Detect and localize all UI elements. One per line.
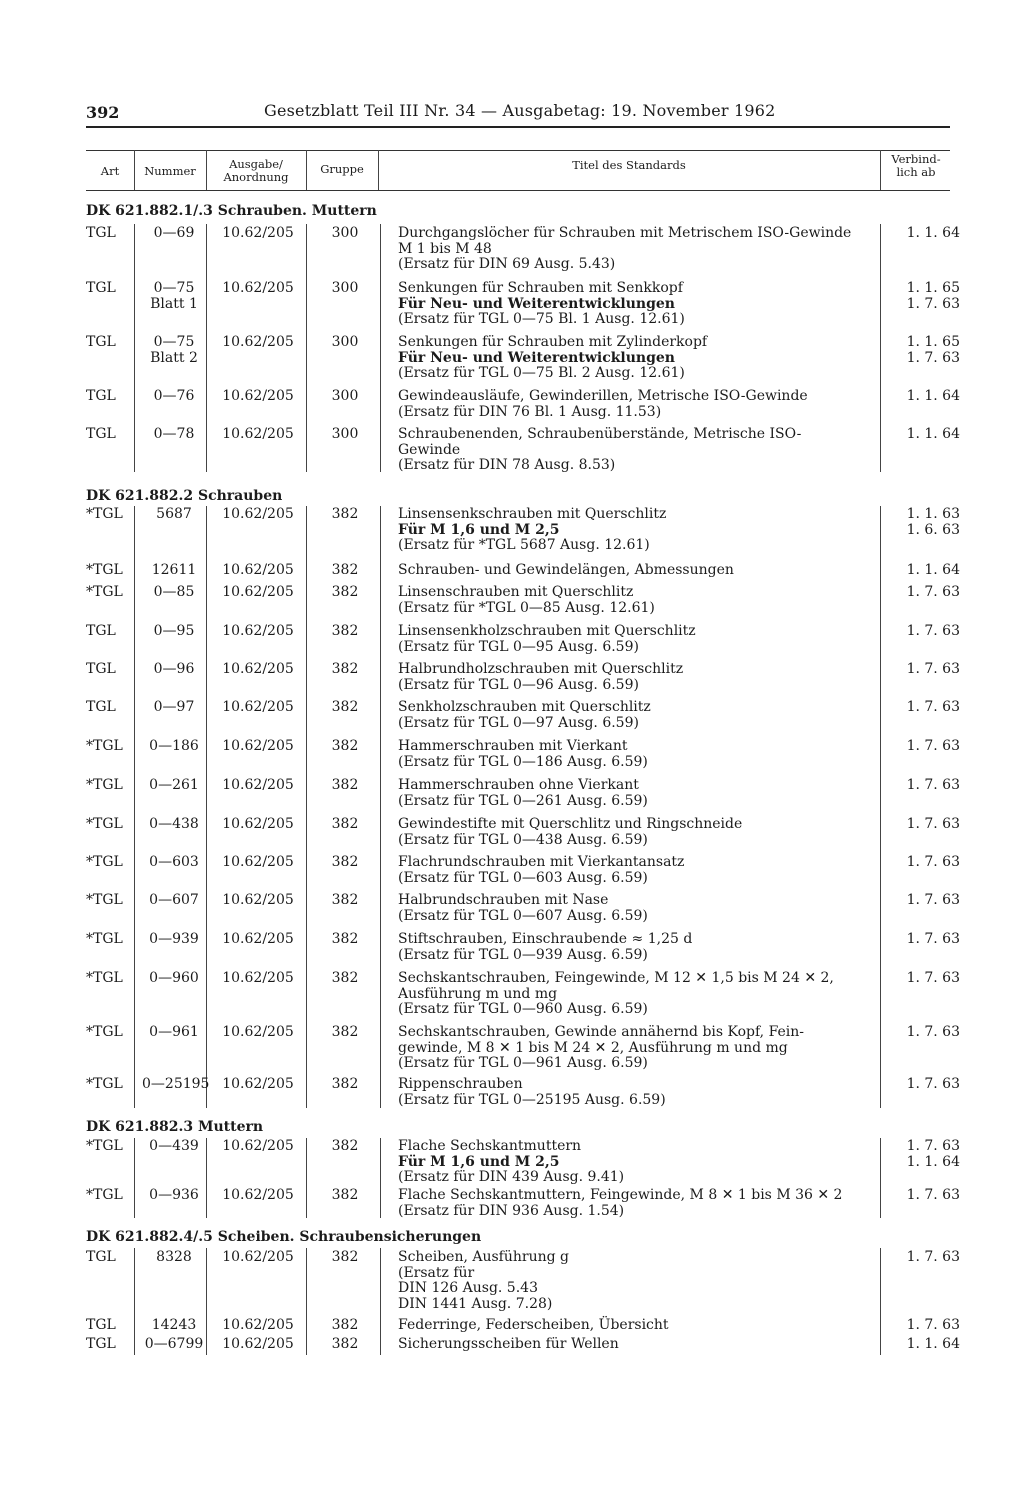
cell-verbindlich-ab: 1. 1. 64 bbox=[906, 426, 960, 442]
cell-titel-line: (Ersatz für bbox=[398, 1264, 475, 1281]
cell-gruppe: 300 bbox=[331, 225, 359, 241]
cell-nummer: Blatt 1 bbox=[150, 295, 198, 312]
column-divider bbox=[206, 224, 207, 472]
cell-titel-line: Federringe, Federscheiben, Übersicht bbox=[398, 1317, 669, 1333]
cell-art: TGL bbox=[86, 334, 116, 350]
cell-art: TGL bbox=[86, 1317, 116, 1333]
cell-ausgabe: 10.62/205 bbox=[222, 225, 294, 241]
cell-gruppe: 382 bbox=[331, 854, 359, 870]
cell-verbindlich-ab: 1. 7. 63 bbox=[906, 1076, 960, 1092]
cell-titel-line: M 1 bis M 48 bbox=[398, 240, 492, 257]
col-ausgabe bbox=[206, 158, 306, 184]
cell-art: *TGL bbox=[86, 777, 123, 793]
cell-art: TGL bbox=[86, 1336, 116, 1352]
cell-gruppe: 382 bbox=[331, 1076, 359, 1092]
cell-titel-line: (Ersatz für TGL 0—97 Ausg. 6.59) bbox=[398, 714, 639, 731]
cell-titel-line: (Ersatz für TGL 0—960 Ausg. 6.59) bbox=[398, 1001, 648, 1017]
cell-verbindlich-ab: 1. 7. 63 bbox=[906, 1249, 960, 1265]
cell-nummer: 0—261 bbox=[149, 777, 199, 793]
cell-gruppe: 382 bbox=[331, 623, 359, 639]
cell-titel-line: Durchgangslöcher für Schrauben mit Metrischem ISO-Gewinde bbox=[398, 225, 852, 241]
cell-titel-line: (Ersatz für TGL 0—939 Ausg. 6.59) bbox=[398, 946, 648, 963]
cell-gruppe: 382 bbox=[331, 1024, 359, 1040]
cell-titel-line: Gewindestifte mit Querschlitz und Ringschneide bbox=[398, 816, 743, 832]
column-divider bbox=[306, 1248, 307, 1355]
cell-art: *TGL bbox=[86, 1138, 123, 1154]
column-header-bottom-rule bbox=[86, 190, 950, 191]
cell-verbindlich-ab: 1. 1. 64 bbox=[906, 388, 960, 404]
cell-ausgabe: 10.62/205 bbox=[222, 854, 294, 870]
column-divider bbox=[380, 1138, 381, 1218]
cell-titel-line: Hammerschrauben ohne Vierkant bbox=[398, 777, 639, 793]
cell-nummer: 8328 bbox=[156, 1249, 192, 1265]
section-heading: DK 621.882.3 Muttern bbox=[86, 1119, 264, 1135]
cell-gruppe: 382 bbox=[331, 1187, 359, 1203]
cell-nummer: 0—76 bbox=[153, 388, 195, 404]
cell-titel-line: Scheiben, Ausführung g bbox=[398, 1249, 570, 1265]
cell-verbindlich-ab: 1. 1. 65 bbox=[906, 334, 960, 350]
cell-verbindlich-ab: 1. 7. 63 bbox=[906, 931, 960, 947]
cell-titel-line: (Ersatz für TGL 0—603 Ausg. 6.59) bbox=[398, 869, 648, 886]
column-divider bbox=[134, 1248, 135, 1355]
cell-gruppe: 382 bbox=[331, 506, 359, 522]
cell-titel-line: (Ersatz für DIN 69 Ausg. 5.43) bbox=[398, 256, 616, 272]
cell-nummer: 0—25195 bbox=[142, 1076, 210, 1092]
cell-titel-line: Linsenschrauben mit Querschlitz bbox=[398, 584, 634, 600]
cell-art: TGL bbox=[86, 225, 116, 241]
cell-ausgabe: 10.62/205 bbox=[222, 334, 294, 350]
cell-art: *TGL bbox=[86, 970, 123, 986]
header-rule bbox=[86, 126, 950, 128]
cell-verbindlich-ab: 1. 7. 63 bbox=[906, 584, 960, 600]
cell-titel-line: Sicherungsscheiben für Wellen bbox=[398, 1336, 619, 1352]
cell-gruppe: 382 bbox=[331, 584, 359, 600]
cell-titel-line: gewinde, M 8 ✕ 1 bis M 24 ✕ 2, Ausführung m und mg bbox=[398, 1039, 788, 1056]
cell-nummer: 0—936 bbox=[149, 1187, 199, 1203]
cell-titel-line: (Ersatz für DIN 439 Ausg. 9.41) bbox=[398, 1169, 625, 1185]
cell-nummer: 0—69 bbox=[153, 225, 195, 241]
col-verbindlich-line1: Verbind- bbox=[891, 152, 941, 166]
cell-nummer: 0—75 bbox=[153, 280, 195, 296]
cell-verbindlich-ab: 1. 7. 63 bbox=[906, 854, 960, 870]
col-titel: Titel des Standards bbox=[572, 158, 686, 172]
cell-nummer: 5687 bbox=[156, 506, 192, 522]
cell-verbindlich-ab: 1. 7. 63 bbox=[906, 661, 960, 677]
cell-nummer: 0—607 bbox=[149, 892, 199, 908]
cell-ausgabe: 10.62/205 bbox=[222, 970, 294, 986]
col-gruppe: Gruppe bbox=[320, 162, 364, 176]
cell-titel-line: Sechskantschrauben, Gewinde annähernd bis Kopf, Fein- bbox=[398, 1024, 805, 1040]
cell-gruppe: 382 bbox=[331, 699, 359, 715]
col-ausgabe-line2: Anordnung bbox=[223, 170, 289, 184]
cell-nummer: 14243 bbox=[151, 1317, 197, 1333]
cell-gruppe: 382 bbox=[331, 777, 359, 793]
cell-verbindlich-ab: 1. 1. 64 bbox=[906, 1153, 960, 1170]
cell-titel-line: (Ersatz für TGL 0—75 Bl. 2 Ausg. 12.61) bbox=[398, 365, 685, 381]
cell-ausgabe: 10.62/205 bbox=[222, 892, 294, 908]
cell-ausgabe: 10.62/205 bbox=[222, 661, 294, 677]
column-divider bbox=[306, 224, 307, 472]
cell-gruppe: 382 bbox=[331, 931, 359, 947]
cell-titel-line: Rippenschrauben bbox=[398, 1076, 523, 1092]
cell-titel-line: (Ersatz für TGL 0—961 Ausg. 6.59) bbox=[398, 1055, 648, 1071]
cell-art: *TGL bbox=[86, 854, 123, 870]
cell-art: *TGL bbox=[86, 816, 123, 832]
column-divider bbox=[380, 506, 381, 1108]
cell-titel-line: Linsensenkschrauben mit Querschlitz bbox=[398, 506, 667, 522]
cell-verbindlich-ab: 1. 7. 63 bbox=[906, 295, 960, 312]
cell-verbindlich-ab: 1. 7. 63 bbox=[906, 777, 960, 793]
cell-ausgabe: 10.62/205 bbox=[222, 1187, 294, 1203]
cell-nummer: 0—960 bbox=[149, 970, 199, 986]
cell-verbindlich-ab: 1. 7. 63 bbox=[906, 970, 960, 986]
cell-art: *TGL bbox=[86, 738, 123, 754]
cell-art: *TGL bbox=[86, 584, 123, 600]
cell-verbindlich-ab: 1. 1. 64 bbox=[906, 225, 960, 241]
cell-ausgabe: 10.62/205 bbox=[222, 388, 294, 404]
cell-titel-line: Für Neu- und Weiterentwicklungen bbox=[398, 295, 675, 312]
cell-titel-line: Für Neu- und Weiterentwicklungen bbox=[398, 349, 675, 366]
cell-verbindlich-ab: 1. 7. 63 bbox=[906, 816, 960, 832]
cell-titel-line: (Ersatz für DIN 936 Ausg. 1.54) bbox=[398, 1202, 625, 1219]
cell-ausgabe: 10.62/205 bbox=[222, 506, 294, 522]
col-nummer: Nummer bbox=[144, 164, 196, 178]
cell-titel-line: Senkholzschrauben mit Querschlitz bbox=[398, 699, 651, 715]
cell-titel-line: Gewindeausläufe, Gewinderillen, Metrische ISO-Gewinde bbox=[398, 388, 808, 404]
page-number: 392 bbox=[86, 103, 120, 122]
section-heading: DK 621.882.4/.5 Scheiben. Schraubensicherungen bbox=[86, 1229, 482, 1245]
cell-ausgabe: 10.62/205 bbox=[222, 1249, 294, 1265]
cell-ausgabe: 10.62/205 bbox=[222, 1076, 294, 1092]
cell-verbindlich-ab: 1. 1. 65 bbox=[906, 280, 960, 296]
cell-nummer: 0—97 bbox=[153, 699, 195, 715]
cell-ausgabe: 10.62/205 bbox=[222, 738, 294, 754]
cell-titel-line: Schrauben- und Gewindelängen, Abmessungen bbox=[398, 562, 734, 578]
cell-verbindlich-ab: 1. 7. 63 bbox=[906, 1317, 960, 1333]
cell-art: *TGL bbox=[86, 931, 123, 947]
cell-titel-line: Senkungen für Schrauben mit Zylinderkopf bbox=[398, 334, 708, 350]
cell-titel-line: DIN 126 Ausg. 5.43 bbox=[398, 1280, 538, 1296]
cell-ausgabe: 10.62/205 bbox=[222, 816, 294, 832]
cell-verbindlich-ab: 1. 7. 63 bbox=[906, 349, 960, 366]
cell-titel-line: (Ersatz für *TGL 5687 Ausg. 12.61) bbox=[398, 537, 650, 553]
col-ausgabe-line1: Ausgabe/ bbox=[229, 157, 283, 171]
cell-verbindlich-ab: 1. 1. 63 bbox=[906, 506, 960, 522]
column-divider bbox=[380, 1248, 381, 1355]
cell-gruppe: 382 bbox=[331, 1249, 359, 1265]
cell-ausgabe: 10.62/205 bbox=[222, 280, 294, 296]
cell-gruppe: 382 bbox=[331, 892, 359, 908]
cell-gruppe: 382 bbox=[331, 1317, 359, 1333]
cell-titel-line: Halbrundholzschrauben mit Querschlitz bbox=[398, 661, 684, 677]
cell-verbindlich-ab: 1. 7. 63 bbox=[906, 699, 960, 715]
cell-ausgabe: 10.62/205 bbox=[222, 1317, 294, 1333]
cell-nummer: 0—939 bbox=[149, 931, 199, 947]
cell-titel-line: (Ersatz für TGL 0—96 Ausg. 6.59) bbox=[398, 676, 639, 693]
column-divider bbox=[134, 224, 135, 472]
cell-gruppe: 300 bbox=[331, 334, 359, 350]
column-divider bbox=[206, 1248, 207, 1355]
cell-titel-line: (Ersatz für *TGL 0—85 Ausg. 12.61) bbox=[398, 599, 655, 616]
cell-art: TGL bbox=[86, 623, 116, 639]
column-divider bbox=[206, 506, 207, 1108]
cell-nummer: Blatt 2 bbox=[150, 349, 198, 366]
cell-ausgabe: 10.62/205 bbox=[222, 623, 294, 639]
cell-titel-line: Schraubenenden, Schraubenüberstände, Metrische ISO- bbox=[398, 426, 802, 442]
cell-titel-line: (Ersatz für TGL 0—75 Bl. 1 Ausg. 12.61) bbox=[398, 311, 685, 327]
col-verbindlich bbox=[880, 153, 952, 179]
cell-titel-line: Sechskantschrauben, Feingewinde, M 12 ✕ 1,5 bis M 24 ✕ 2, bbox=[398, 970, 834, 986]
column-divider bbox=[380, 224, 381, 472]
cell-art: *TGL bbox=[86, 892, 123, 908]
cell-titel-line: Gewinde bbox=[398, 441, 461, 458]
cell-nummer: 0—961 bbox=[149, 1024, 199, 1040]
cell-ausgabe: 10.62/205 bbox=[222, 584, 294, 600]
cell-gruppe: 382 bbox=[331, 661, 359, 677]
cell-ausgabe: 10.62/205 bbox=[222, 777, 294, 793]
cell-ausgabe: 10.62/205 bbox=[222, 562, 294, 578]
cell-titel-line: Flachrundschrauben mit Vierkantansatz bbox=[398, 854, 685, 870]
cell-titel-line: Hammerschrauben mit Vierkant bbox=[398, 738, 628, 754]
cell-verbindlich-ab: 1. 7. 63 bbox=[906, 1138, 960, 1154]
cell-art: *TGL bbox=[86, 1187, 123, 1203]
cell-titel-line: Senkungen für Schrauben mit Senkkopf bbox=[398, 280, 683, 296]
cell-nummer: 0—438 bbox=[149, 816, 199, 832]
section-heading: DK 621.882.1/.3 Schrauben. Muttern bbox=[86, 203, 377, 219]
cell-titel-line: Für M 1,6 und M 2,5 bbox=[398, 1153, 560, 1170]
cell-verbindlich-ab: 1. 7. 63 bbox=[906, 1187, 960, 1203]
cell-verbindlich-ab: 1. 7. 63 bbox=[906, 738, 960, 754]
cell-verbindlich-ab: 1. 6. 63 bbox=[906, 521, 960, 538]
cell-ausgabe: 10.62/205 bbox=[222, 1138, 294, 1154]
cell-nummer: 0—95 bbox=[153, 623, 195, 639]
col-verbindlich-line2: lich ab bbox=[896, 165, 936, 179]
cell-art: *TGL bbox=[86, 1024, 123, 1040]
column-divider bbox=[206, 1138, 207, 1218]
cell-nummer: 0—96 bbox=[153, 661, 195, 677]
cell-titel-line: Flache Sechskantmuttern, Feingewinde, M 8 ✕ 1 bis M 36 ✕ 2 bbox=[398, 1187, 843, 1203]
cell-titel-line: Flache Sechskantmuttern bbox=[398, 1138, 582, 1154]
column-divider bbox=[134, 506, 135, 1108]
cell-verbindlich-ab: 1. 1. 64 bbox=[906, 562, 960, 578]
cell-nummer: 0—78 bbox=[153, 426, 195, 442]
cell-titel-line: (Ersatz für DIN 78 Ausg. 8.53) bbox=[398, 457, 616, 473]
cell-titel-line: DIN 1441 Ausg. 7.28) bbox=[398, 1295, 553, 1312]
cell-titel-line: Ausführung m und mg bbox=[398, 985, 558, 1002]
cell-gruppe: 382 bbox=[331, 1336, 359, 1352]
cell-verbindlich-ab: 1. 7. 63 bbox=[906, 892, 960, 908]
cell-art: TGL bbox=[86, 280, 116, 296]
cell-gruppe: 382 bbox=[331, 816, 359, 832]
cell-nummer: 12611 bbox=[151, 562, 197, 578]
cell-gruppe: 382 bbox=[331, 562, 359, 578]
cell-gruppe: 382 bbox=[331, 970, 359, 986]
cell-art: *TGL bbox=[86, 506, 123, 522]
cell-titel-line: (Ersatz für TGL 0—25195 Ausg. 6.59) bbox=[398, 1091, 666, 1108]
cell-gruppe: 382 bbox=[331, 1138, 359, 1154]
cell-ausgabe: 10.62/205 bbox=[222, 1336, 294, 1352]
cell-titel-line: Halbrundschrauben mit Nase bbox=[398, 892, 609, 908]
section-heading: DK 621.882.2 Schrauben bbox=[86, 488, 283, 504]
cell-verbindlich-ab: 1. 1. 64 bbox=[906, 1336, 960, 1352]
cell-art: *TGL bbox=[86, 562, 123, 578]
cell-art: TGL bbox=[86, 661, 116, 677]
col-art: Art bbox=[100, 164, 120, 178]
cell-gruppe: 300 bbox=[331, 388, 359, 404]
cell-gruppe: 382 bbox=[331, 738, 359, 754]
cell-nummer: 0—75 bbox=[153, 334, 195, 350]
cell-titel-line: (Ersatz für TGL 0—95 Ausg. 6.59) bbox=[398, 638, 639, 655]
cell-nummer: 0—186 bbox=[149, 738, 199, 754]
column-divider bbox=[134, 1138, 135, 1218]
cell-titel-line: Linsensenkholzschrauben mit Querschlitz bbox=[398, 623, 696, 639]
column-header-top-rule bbox=[86, 150, 950, 151]
cell-art: TGL bbox=[86, 388, 116, 404]
cell-verbindlich-ab: 1. 7. 63 bbox=[906, 1024, 960, 1040]
cell-nummer: 0—603 bbox=[149, 854, 199, 870]
cell-gruppe: 300 bbox=[331, 280, 359, 296]
cell-ausgabe: 10.62/205 bbox=[222, 931, 294, 947]
cell-gruppe: 300 bbox=[331, 426, 359, 442]
cell-titel-line: (Ersatz für TGL 0—186 Ausg. 6.59) bbox=[398, 753, 648, 770]
cell-ausgabe: 10.62/205 bbox=[222, 699, 294, 715]
column-divider bbox=[306, 506, 307, 1108]
cell-art: TGL bbox=[86, 1249, 116, 1265]
cell-titel-line: (Ersatz für TGL 0—261 Ausg. 6.59) bbox=[398, 792, 648, 809]
column-divider bbox=[306, 1138, 307, 1218]
cell-titel-line: (Ersatz für TGL 0—607 Ausg. 6.59) bbox=[398, 907, 648, 924]
cell-nummer: 0—439 bbox=[149, 1138, 199, 1154]
cell-ausgabe: 10.62/205 bbox=[222, 426, 294, 442]
cell-art: *TGL bbox=[86, 1076, 123, 1092]
cell-nummer: 0—6799 bbox=[144, 1336, 204, 1352]
cell-titel-line: Stiftschrauben, Einschraubende ≈ 1,25 d bbox=[398, 931, 693, 947]
cell-titel-line: Für M 1,6 und M 2,5 bbox=[398, 521, 560, 538]
cell-art: TGL bbox=[86, 426, 116, 442]
cell-titel-line: (Ersatz für DIN 76 Bl. 1 Ausg. 11.53) bbox=[398, 403, 662, 420]
cell-verbindlich-ab: 1. 7. 63 bbox=[906, 623, 960, 639]
cell-titel-line: (Ersatz für TGL 0—438 Ausg. 6.59) bbox=[398, 831, 648, 848]
cell-ausgabe: 10.62/205 bbox=[222, 1024, 294, 1040]
page-header-title: Gesetzblatt Teil III Nr. 34 — Ausgabetag: 19. November 1962 bbox=[264, 101, 776, 120]
cell-art: TGL bbox=[86, 699, 116, 715]
cell-nummer: 0—85 bbox=[153, 584, 195, 600]
